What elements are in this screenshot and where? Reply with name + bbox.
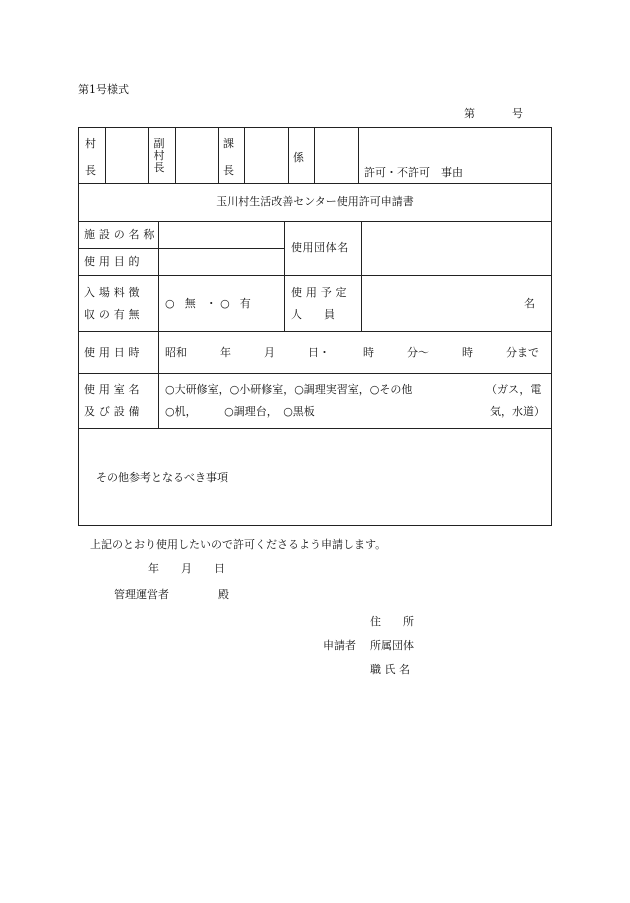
permission-label: 許可・不許可 事由 bbox=[364, 166, 463, 179]
col-divider bbox=[314, 127, 315, 183]
application-statement: 上記のとおり使用したいので許可くださるよう申請します。 bbox=[90, 538, 387, 551]
doc-number-go: 号 bbox=[512, 107, 523, 120]
room-label-line2: 及び設備 bbox=[84, 405, 144, 418]
expected-label-line1: 使用予定 bbox=[291, 286, 351, 299]
room-label-line1: 使用室名 bbox=[84, 383, 144, 396]
sonchou-label-2: 長 bbox=[85, 164, 96, 177]
fukusonchou-label-1: 副 bbox=[153, 137, 165, 150]
addressee-title: 管理運営者 bbox=[114, 588, 169, 601]
row-divider bbox=[78, 373, 552, 374]
fukusonchou-label-2: 村 bbox=[153, 149, 165, 162]
doc-number-dai: 第 bbox=[464, 107, 475, 120]
kachou-label-2: 長 bbox=[223, 164, 234, 177]
col-divider bbox=[148, 127, 149, 183]
people-unit: 名 bbox=[524, 297, 535, 310]
applicant-address-label: 住 所 bbox=[370, 615, 414, 628]
col-divider bbox=[244, 127, 245, 183]
purpose-label: 使用目的 bbox=[84, 255, 144, 268]
col-divider bbox=[105, 127, 106, 183]
col-divider bbox=[218, 127, 219, 183]
fukusonchou-label-3: 長 bbox=[153, 161, 165, 174]
kachou-label-1: 課 bbox=[223, 137, 234, 150]
col-divider bbox=[358, 127, 359, 183]
sonchou-label-1: 村 bbox=[85, 137, 96, 150]
rooms-options-line1: ○大研修室，○小研修室，○調理実習室，○その他 bbox=[165, 383, 413, 396]
addressee-dono: 殿 bbox=[218, 588, 229, 601]
expected-label-line2: 人 員 bbox=[291, 308, 335, 321]
other-notes-label: その他参考となるべき事項 bbox=[96, 471, 228, 484]
rooms-options-line2: ○机， ○調理台， ○黒板 bbox=[165, 405, 315, 418]
row-divider bbox=[78, 183, 552, 184]
user-group-label: 使用団体名 bbox=[291, 241, 349, 254]
row-divider bbox=[78, 275, 552, 276]
fee-label-line1: 入場料徴 bbox=[84, 286, 144, 299]
form-title: 玉川村生活改善センター使用許可申請書 bbox=[216, 195, 414, 208]
applicant-name-label: 職 氏 名 bbox=[370, 663, 410, 676]
date-line: 年 月 日 bbox=[148, 562, 225, 575]
rooms-note-line2: 気，水道） bbox=[490, 405, 545, 418]
col-divider bbox=[361, 221, 362, 331]
col-divider bbox=[158, 221, 159, 428]
row-divider bbox=[78, 331, 552, 332]
rooms-note-line1: （ガス，電 bbox=[486, 383, 542, 396]
datetime-label: 使用日時 bbox=[84, 346, 144, 359]
fee-options: ○ 無 ・○ 有 bbox=[165, 297, 255, 310]
facility-name-label: 施設の名称 bbox=[84, 228, 159, 241]
col-divider bbox=[175, 127, 176, 183]
fee-label-line2: 収の有無 bbox=[84, 308, 144, 321]
col-divider bbox=[288, 127, 289, 183]
applicant-group-label: 所属団体 bbox=[370, 639, 414, 652]
row-divider bbox=[78, 248, 284, 249]
col-divider bbox=[284, 221, 285, 331]
row-divider bbox=[78, 221, 552, 222]
datetime-value: 昭和 年 月 日・ 時 分〜 時 分まで bbox=[165, 346, 539, 359]
row-divider bbox=[78, 428, 552, 429]
application-table bbox=[78, 127, 552, 526]
form-number: 第1号様式 bbox=[78, 83, 129, 96]
applicant-label: 申請者 bbox=[323, 639, 356, 652]
kakari-label: 係 bbox=[293, 151, 304, 164]
